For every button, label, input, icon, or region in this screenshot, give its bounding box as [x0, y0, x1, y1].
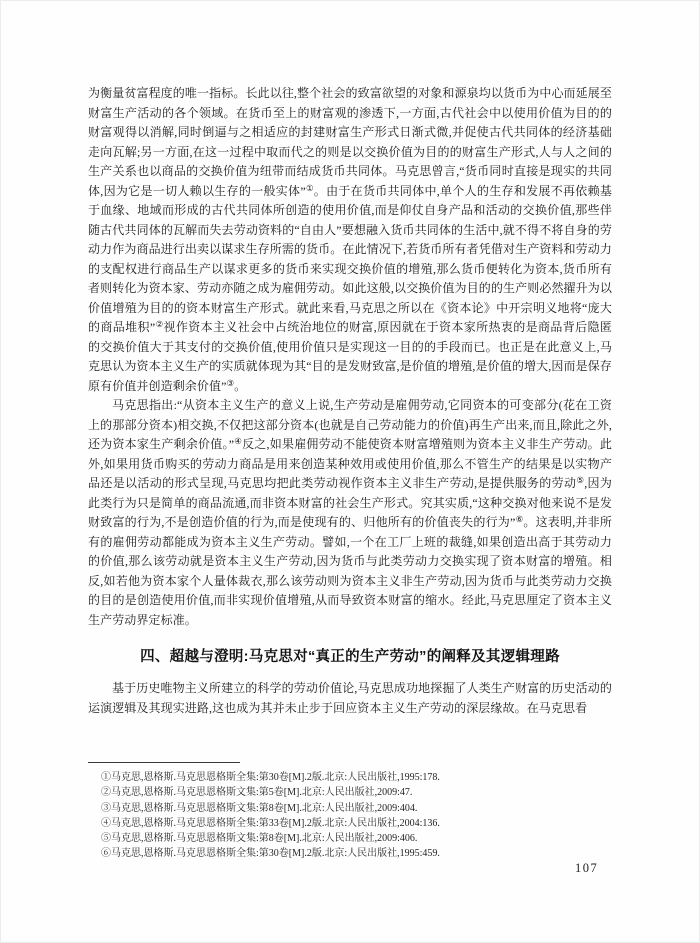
footnote-item: ⑤马克思,恩格斯.马克思恩格斯文集:第8卷[M].北京:人民出版社,2009:406.: [101, 833, 418, 845]
footnotes-section: [88, 762, 612, 862]
footnote-item: ②马克思,恩格斯.马克思恩格斯文集:第5卷[M].北京:人民出版社,2009:47.: [101, 787, 413, 799]
footnote-item: ⑥马克思,恩格斯.马克思恩格斯全集:第30卷[M].2版.北京:人民出版社,1995:459.: [101, 848, 440, 860]
footnote-item: ③马克思,恩格斯.马克思恩格斯文集:第8卷[M].北京:人民出版社,2009:404.: [101, 802, 418, 814]
body-paragraph-after-heading: 基于历史唯物主义所建立的科学的劳动价值论,马克思成功地探掘了人类生产财富的历史活动的运演逻辑及其现实进路,这也成为其并未止步于回应资本主义生产劳动的深层缘故。在马克思看: [88, 681, 612, 715]
body-paragraph: 马克思指出:“从资本主义生产的意义上说,生产劳动是雇佣劳动,它同资本的可变部分(花在工资上的那部分资本)相交换,不仅把这部分资本(也就是自己劳动能力的价值)再生产出来,而且,除此之外,还为资本家生产剩余价值。”④反之,如果雇佣劳动不能使资本财富增殖则为资本主义非生产劳动。此外,如果用货币购买的劳动力商品是用来创造某种效用或使用价值,那么不管生产的结果是以实物产品还是以活动的形式呈现,马克思均把此类劳动视作资本主义非生产劳动,是提供服务的劳动⑤,因为此类行为只是简单的商品流通,而非资本财富的社会生产形式。究其实质,“这种交换对他来说不是发财致富的行为,不是创造价值的行为,而是使现有的、归他所有的价值丧失的行为”⑥。这表明,并非所有的雇佣劳动都能成为资本主义生产劳动。譬如,一个在工厂上班的裁缝,如果创造出高于其劳动力的价值,那么该劳动就是资本主义生产劳动,因为货币与此类劳动力交换实现了资本财富的增殖。相反,如若他为资本家个人量体裁衣,那么该劳动则为资本主义非生产劳动,因为货币与此类劳动力交换的目的是创造使用价值,而非实现价值增殖,从而导致资本财富的缩水。经此,马克思厘定了资本主义生产劳动界定标准。: [88, 398, 613, 627]
section-heading: 四、超越与澄明:马克思对“真正的生产劳动”的阐释及其逻辑理路: [140, 649, 560, 665]
page-body: [88, 84, 612, 718]
footnote-item: ①马克思,恩格斯.马克思恩格斯全集:第30卷[M].2版.北京:人民出版社,1995:178.: [101, 772, 440, 783]
body-paragraph-continuation: 为衡量贫富程度的唯一指标。长此以往,整个社会的致富欲望的对象和源泉均以货币为中心而延展至财富生产活动的各个领域。在货币至上的财富观的渗透下,一方面,古代社会中以使用价值为目的的财富观得以消解,同时倒逼与之相适应的封建财富生产形式日渐式微,并促使古代共同体的经济基础走向瓦解;另一方面,在这一过程中取而代之的则是以交换价值为目的的财富生产形式,人与人之间的生产关系也以商品的交换价值为纽带而结成货币共同体。马克思曾言,“货币同时直接是现实的共同体,因为它是一切人赖以生存的一般实体”①。由于在货币共同体中,单个人的生存和发展不再依赖基于血缘、地域而形成的古代共同体所创造的使用价值,而是仰仗自身产品和活动的交换价值,那些伴随古代共同体的瓦解而失去劳动资料的“自由人”要想融入货币共同体的生活中,就不得不将自身的劳动力作为商品进行出卖以谋求生存所需的货币。在此情况下,若货币所有者凭借对生产资料和劳动力的支配权进行商品生产以谋求更多的货币来实现交换价值的增殖,那么货币便转化为资本,货币所有者则转化为资本家、劳动亦随之成为雇佣劳动。如此这般,以交换价值为目的的生产则必然擢升为以价值增殖为目的的资本财富生产形式。就此来看,马克思之所以在《资本论》中开宗明义地将“庞大的商品堆积”②视作资本主义社会中占统治地位的财富,原因就在于资本家所热衷的是商品背后隐匿的交换价值大于其支付的交换价值,使用价值只是实现这一目的的手段而已。也正是在此意义上,马克思认为资本主义生产的实质就体现为其“目的是发财致富,是价值的增殖,是价值的增大,因而是保存原有价值并创造剩余价值”③。: [88, 86, 612, 393]
footnote-list: [88, 770, 612, 862]
footnote-divider: [88, 762, 240, 763]
page-number: 107: [575, 861, 599, 875]
footnote-item: ④马克思,恩格斯.马克思恩格斯全集:第33卷[M].2版.北京:人民出版社,2004:136.: [101, 817, 440, 829]
